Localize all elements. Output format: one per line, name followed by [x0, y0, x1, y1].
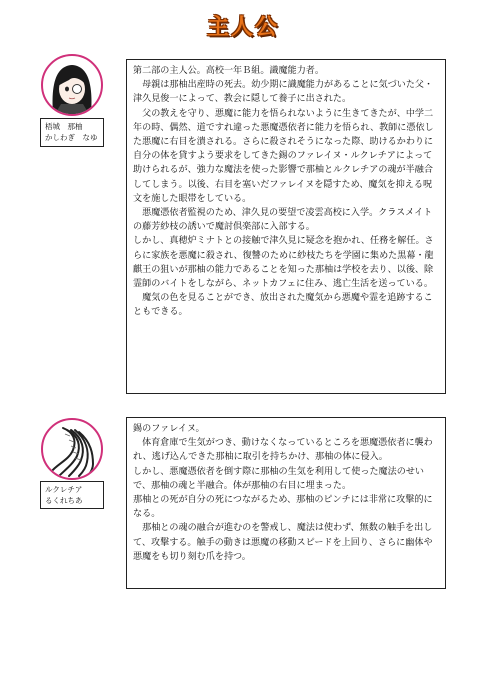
page-title: 主人公	[206, 15, 279, 40]
portrait-lucrecia	[41, 418, 103, 480]
name-kana: るくれちあ	[45, 496, 83, 505]
description-paragraph: 母親は那柚出産時の死去。幼少期に識魔能力があることに気づいた父・津久見俊一によって、教会に隠して養子に出された。	[133, 80, 434, 105]
name-label-lucrecia	[40, 481, 104, 509]
description-paragraph: 魔気の色を見ることができ、放出された魔気から悪魔や霊を追跡することもできる。	[133, 293, 433, 318]
name-label-nayu	[40, 118, 104, 147]
description-paragraph: しかし、真穂炉ミナトとの接触で津久見に疑念を抱かれ、任務を解任。さらに家族を悪魔に殺され、復讐のために紗枝たちを学園に集めた黒幕・龍麒王の狙いが那柚の能力であることを知った那柚は学校を去り、以後、除霊師のバイトをしながら、ネットカフェに住み、逃亡生活を送っている。	[133, 236, 434, 290]
name-kanji: 梧城 那柚	[45, 122, 83, 131]
description-paragraph: 父の教えを守り、悪魔に能力を悟られないように生きてきたが、中学二年の時、偶然、道ですれ違った悪魔憑依者に能力を悟られ、教師に憑依した悪魔に右目を潰される。さらに殺されそうになった際、助けるかわりに自分の体を貸すよう要求をしてきた錫のファレイヌ・ルクレチアによって助けられるが、強力な魔法を使った影響で那柚とルクレチアの魂が半融合してしまう。以後、右目を塞いだファレイヌを隠すため、魔気を抑える呪文を施した眼帯をしている。	[133, 108, 434, 204]
description-paragraph: 那柚との死が自分の死につながるため、那柚のピンチには非常に攻撃的になる。	[133, 495, 433, 520]
girl-portrait-icon	[43, 56, 101, 114]
description-box-lucrecia	[126, 417, 446, 589]
description-paragraph: 錫のファレイヌ。	[133, 424, 205, 434]
description-paragraph: 那柚との魂の融合が進むのを警戒し、魔法は使わず、無数の触手を出して、攻撃する。触手の動きは悪魔の移動スピードを上回り、さらに幽体や悪魔をも切り刻む爪を持つ。	[133, 523, 433, 562]
claw-portrait-icon	[43, 420, 101, 478]
description-paragraph: 第二部の主人公。高校一年Ｂ組。識魔能力者。	[133, 66, 324, 76]
name-kanji: ルクレチア	[45, 485, 83, 494]
description-paragraph: 悪魔憑依者監視のため、津久見の要望で凌雲高校に入学。クラスメイトの藤芳紗枝の誘いで魔討倶楽部に入部する。	[133, 208, 433, 233]
description-paragraph: 体育倉庫で生気がつき、動けなくなっているところを悪魔憑依者に襲われ、逃げ込んできた那柚に取引を持ちかけ、那柚の体に侵入。	[133, 438, 433, 463]
description-paragraph: しかし、悪魔憑依者を倒す際に那柚の生気を利用して使った魔法のせいで、那柚の魂と半融合。体が那柚の右目に埋まった。	[133, 466, 425, 491]
name-kana: かしわぎ なゆ	[45, 133, 98, 142]
portrait-nayu	[41, 54, 103, 116]
description-box-nayu	[126, 59, 446, 394]
